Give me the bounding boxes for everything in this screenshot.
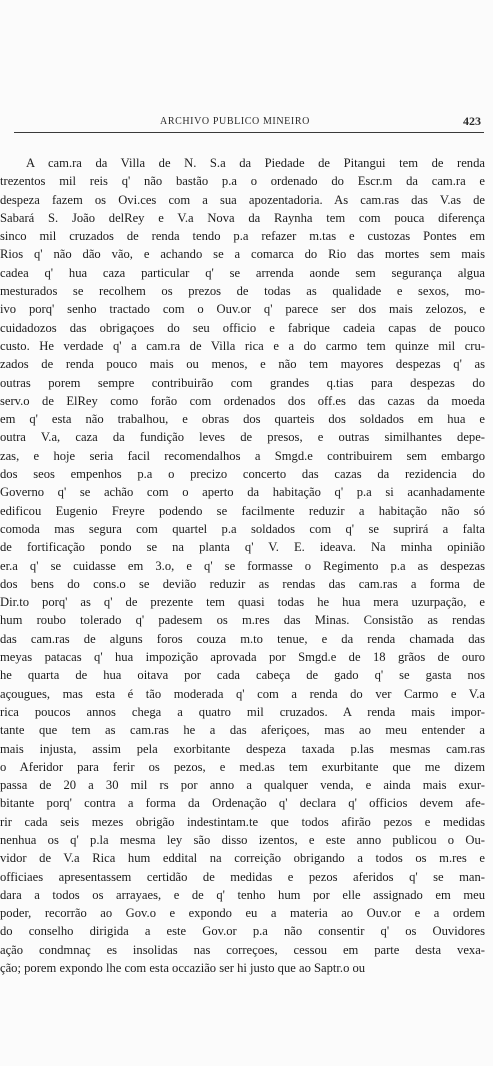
text-line: custo. He verdade q' a cam.ra de Villa rica e a do carmo tem quinze mil cru- bbox=[0, 338, 485, 353]
text-line: Rios q' não dão vão, e achando se a comarca do Rio das mortes sem mais bbox=[0, 247, 485, 262]
text-line: passa de 20 a 30 mil rs por anno a qualquer venda, e ainda mais exur- bbox=[0, 778, 485, 793]
text-line: vidor de V.a Rica hum eddital na correição obrigando a todos os m.res e bbox=[0, 851, 485, 866]
text-line: ação condmnaç es insolidas nas correçoes, cessou em parte desta vexa- bbox=[0, 942, 485, 957]
text-line: zas, e hoje seria facil recomendalhos a Smgd.e contribuirem sem embargo bbox=[0, 448, 485, 463]
text-line: do conselho dirigida a este Gov.or p.a não consentir q' os Ouvidores bbox=[0, 924, 485, 939]
text-line: ivo porq' senho tractado com o Ouv.or q' parece ser dos mais zelozos, e bbox=[0, 302, 485, 317]
text-line: ção; porem expondo lhe com esta occazião ser hi justo que ao Saptr.o ou bbox=[0, 961, 366, 976]
text-line: dara a todos os arrayaes, e de q' tenho hum por elle assignado em meu bbox=[0, 887, 485, 902]
text-line: poder, recorrão ao Gov.o e expondo eu a materia ao Ouv.or e a ordem bbox=[0, 906, 485, 921]
text-line: zados de renda pouco mais ou menos, e não tem mayores despezas q' as bbox=[0, 357, 485, 372]
text-line: Dir.to porq' as q' de prezente tem quasi todas he hua mera uzurpação, e bbox=[0, 595, 485, 610]
text-line: officiaes apresentassem certidão de medidas e pezos aferidos q' se man- bbox=[0, 869, 485, 884]
text-line: serv.o de ElRey como forão com ordenados dos off.es das cazas da moeda bbox=[0, 393, 485, 408]
text-line: despeza fazem os Ovi.ces com a sua apozentadoria. As cam.ras das V.as de bbox=[0, 192, 485, 207]
text-line: A cam.ra da Villa de N. S.a da Piedade de Pitangui tem de renda bbox=[26, 156, 485, 170]
text-line: outras porem sempre contribuirão com grandes q.tias para despezas do bbox=[0, 375, 485, 390]
text-line: rir cada seis mezes obrigão indestintam.te que todos afirão pezos e medidas bbox=[0, 814, 485, 829]
header-divider bbox=[14, 132, 484, 133]
text-line: meyas patacas q' hua impozição aprovada por Smgd.e de 18 grãos de ouro bbox=[0, 650, 485, 665]
text-line: o Aferidor para ferir os pezos, e med.as tem exurbitante que me dizem bbox=[0, 759, 485, 774]
text-line: bitante porq' contra a forma da Ordenação q' declara q' officios devem afe- bbox=[0, 796, 485, 811]
text-line: trezentos mil reis q' não bastão p.a o ordenado do Escr.m da cam.ra e bbox=[0, 174, 485, 189]
text-line: comoda mas segura com quartel p.a soldados com q' se suprirá a falta bbox=[0, 521, 485, 536]
text-line: nenhua os q' p.la mesma ley são disso izentos, e este anno publicou o Ou- bbox=[0, 832, 485, 847]
text-line: hum roubo tolerado q' padesem os m.res das Minas. Consistão as rendas bbox=[0, 613, 485, 628]
body-text bbox=[0, 154, 493, 977]
text-line: he quarta de hua oitava por cada cabeça de gado q' se gasta nos bbox=[0, 668, 485, 683]
text-line: Sabará S. João delRey e V.a Nova da Raynha tem com pouca diferença bbox=[0, 210, 485, 225]
text-line: cadea q' hua caza particular q' se arrenda aonde sem segurança algua bbox=[0, 265, 485, 280]
text-line: em q' esta não trabalhou, e obras dos quarteis dos soldados em hua e bbox=[0, 412, 485, 427]
text-line: das cam.ras de alguns foros couza m.to tenue, e da renda chamada das bbox=[0, 631, 485, 646]
text-line: er.a q' se cuidasse em 3.o, e q' se formasse o Regimento p.a as despezas bbox=[0, 558, 485, 573]
text-line: edificou Eugenio Freyre podendo se facilmente reduzir a habitação não só bbox=[0, 503, 485, 518]
text-line: outra V.a, caza da fundição leves de presos, e outras similhantes depe- bbox=[0, 430, 485, 445]
text-line: dos seos empenhos p.a o precizo concerto das cazas da rezidencia do bbox=[0, 467, 485, 482]
text-line: dos bens do cons.o se devião reduzir as rendas das cam.ras a forma de bbox=[0, 576, 485, 591]
running-header-title: ARCHIVO PUBLICO MINEIRO bbox=[160, 116, 310, 127]
text-line: Governo q' se achão com o aperto da habitação q' p.a si acanhadamente bbox=[0, 485, 485, 500]
text-line: mesturados se recolhem os prezos de todas as qualidade e sexos, mo- bbox=[0, 284, 485, 299]
text-line: sinco mil cruzados de renda tendo p.a refazer m.tas e custozas Pontes em bbox=[0, 229, 485, 244]
page-header bbox=[0, 116, 493, 136]
text-line: mais injusta, assim pela exorbitante despeza taxada p.las mesmas cam.ras bbox=[0, 741, 485, 756]
text-line: rica poucos annos chega a quatro mil cruzados. A renda mais impor- bbox=[0, 704, 485, 719]
page-number: 423 bbox=[463, 114, 481, 128]
text-line: açougues, mas esta é tão moderada q' com a renda do ver Carmo e V.a bbox=[0, 686, 485, 701]
text-line: tante que tem as cam.ras he a das aferiçoes, mas ao meu entender a bbox=[0, 723, 485, 738]
text-line: de fortificação pondo se na planta q' V. E. ideava. Na minha opinião bbox=[0, 540, 485, 555]
text-line: cuidadozos das obrigaçoes do seu officio e fabrique cadeia capas de pouco bbox=[0, 320, 485, 335]
